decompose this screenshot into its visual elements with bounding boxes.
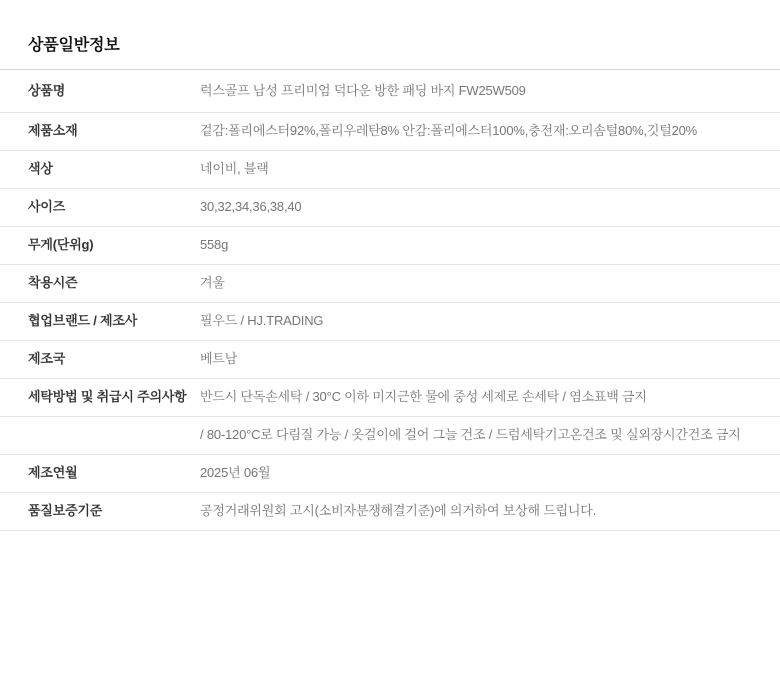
row-label: 협업브랜드 / 제조사 (28, 313, 138, 329)
table-row-material (0, 113, 780, 151)
row-label: 색상 (28, 161, 53, 177)
row-value: 필우드 / HJ.TRADING (200, 313, 324, 329)
row-value: 네이비, 블랙 (200, 161, 269, 177)
table-row-weight (0, 227, 780, 265)
row-value: 558g (200, 237, 229, 253)
row-value: / 80-120°C로 다림질 가능 / 옷걸이에 걸어 그늘 건조 / 드럼세탁기고온건조 및 실외장시간건조 금지 (200, 427, 741, 443)
row-value: 겉감:폴리에스터92%,폴리우레탄8% 안감:폴리에스터100%,충전재:오리솜털80%,깃털20% (200, 123, 698, 139)
table-row-manufacture-date (0, 455, 780, 493)
table-row-size (0, 189, 780, 227)
row-label: 품질보증기준 (28, 503, 103, 519)
row-label: 제조국 (28, 351, 66, 367)
row-label: 제품소재 (28, 123, 78, 139)
table-row-care-instructions-1 (0, 379, 780, 417)
row-label: 세탁방법 및 취급시 주의사항 (28, 389, 187, 405)
row-label: 사이즈 (28, 199, 66, 215)
section-title: 상품일반정보 (28, 37, 120, 54)
row-value: 30,32,34,36,38,40 (200, 199, 302, 215)
row-value: 공정거래위원회 고시(소비자분쟁해결기준)에 의거하여 보상해 드립니다. (200, 503, 597, 519)
table-row-product-name (0, 70, 780, 113)
row-value: 럭스골프 남성 프리미엄 덕다운 방한 패딩 바지 FW25W509 (200, 82, 526, 98)
row-label: 착용시즌 (28, 275, 78, 291)
row-value: 베트남 (200, 351, 238, 367)
row-label: 제조연월 (28, 465, 78, 481)
row-value: 반드시 단독손세탁 / 30°C 이하 미지근한 물에 중성 세제로 손세탁 / 염소표백 금지 (200, 389, 647, 405)
product-info-table (0, 69, 780, 531)
table-row-brand-manufacturer (0, 303, 780, 341)
table-row-country (0, 341, 780, 379)
row-label: 무게(단위g) (28, 237, 94, 253)
row-value: 2025년 06월 (200, 465, 271, 481)
table-row-season (0, 265, 780, 303)
row-value: 겨울 (200, 275, 225, 291)
table-row-color (0, 151, 780, 189)
table-row-warranty (0, 493, 780, 531)
table-row-care-instructions-2 (0, 417, 780, 455)
row-label: 상품명 (28, 82, 66, 98)
